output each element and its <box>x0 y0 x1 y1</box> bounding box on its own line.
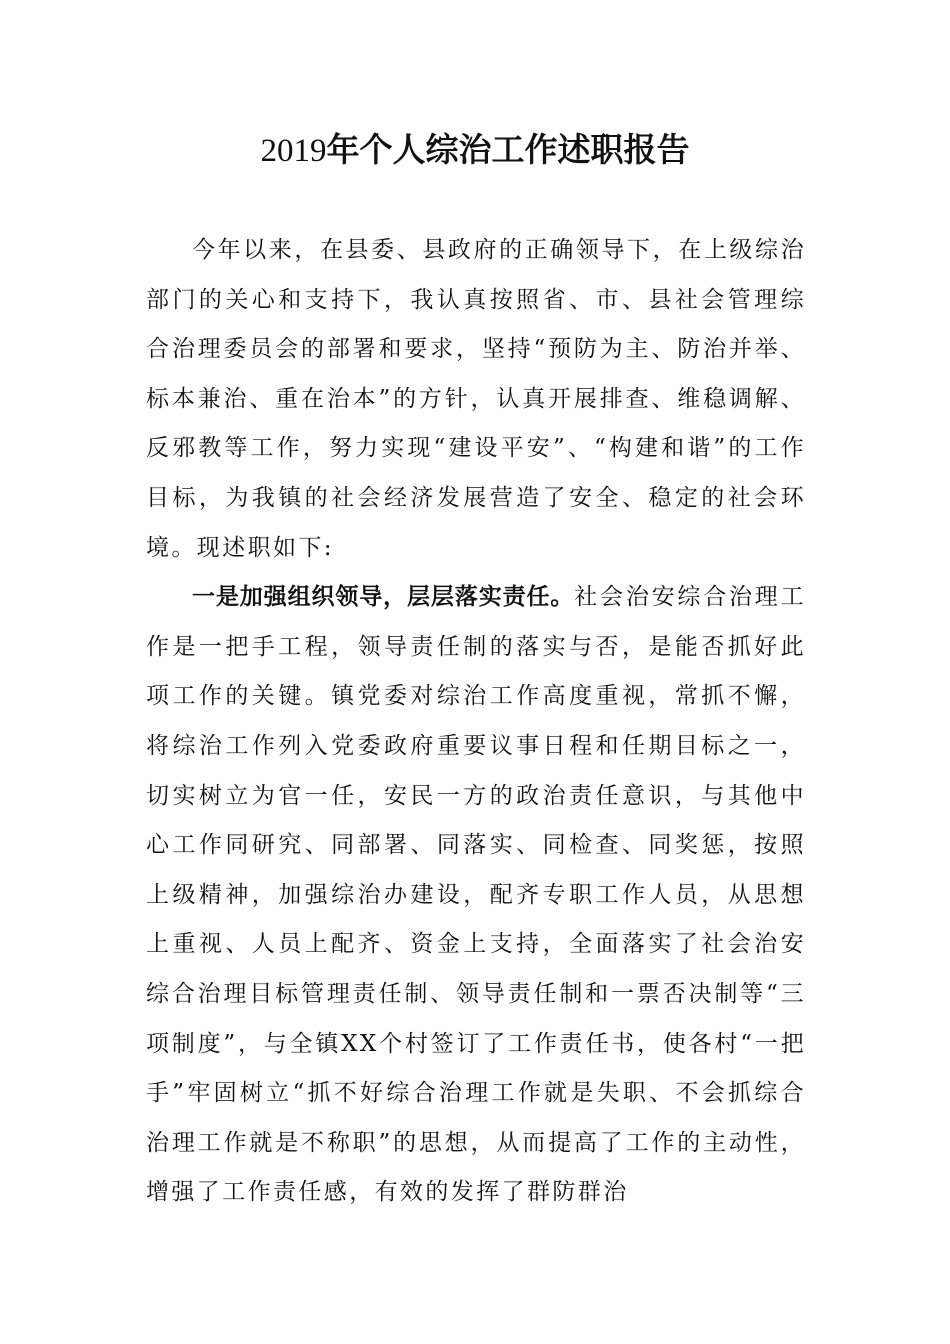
document-title <box>0 124 950 177</box>
title-year: 2019 <box>260 133 327 169</box>
section-one-paragraph <box>146 573 806 1218</box>
intro-paragraph <box>146 226 806 573</box>
document-body <box>146 226 806 1218</box>
intro-paragraph-text: 今年以来，在县委、县政府的正确领导下，在上级综治部门的关心和支持下，我认真按照省、市、县社会管理综合治理委员会的部署和要求，坚持“预防为主、防治并举、标本兼治、重在治本”的方针，认真开展排查、维稳调解、反邪教等工作，努力实现“建设平安”、“构建和谐”的工作目标，为我镇的社会经济发展营造了安全、稳定的社会环境。现述职如下: <box>146 237 806 561</box>
section-one-text: 社会治安综合治理工作是一把手工程，领导责任制的落实与否，是能否抓好此项工作的关键。镇党委对综治工作高度重视，常抓不懈，将综治工作列入党委政府重要议事日程和任期目标之一，切实树立为官一任，安民一方的政治责任意识，与其他中心工作同研究、同部署、同落实、同检查、同奖惩，按照上级精神，加强综治办建设，配齐专职工作人员，从思想上重视、人员上配齐、资金上支持，全面落实了社会治安综合治理目标管理责任制、领导责任制和一票否决制等“三项制度”，与全镇XX个村签订了工作责任书，使各村“一把手”牢固树立“抓不好综合治理工作就是失职、不会抓综合治理工作就是不称职”的思想，从而提高了工作的主动性，增强了工作责任感，有效的发挥了群防群治 <box>146 584 806 1206</box>
section-one-heading: 一是加强组织领导，层层落实责任。 <box>192 584 575 611</box>
title-text: 年个人综治工作述职报告 <box>326 130 690 169</box>
